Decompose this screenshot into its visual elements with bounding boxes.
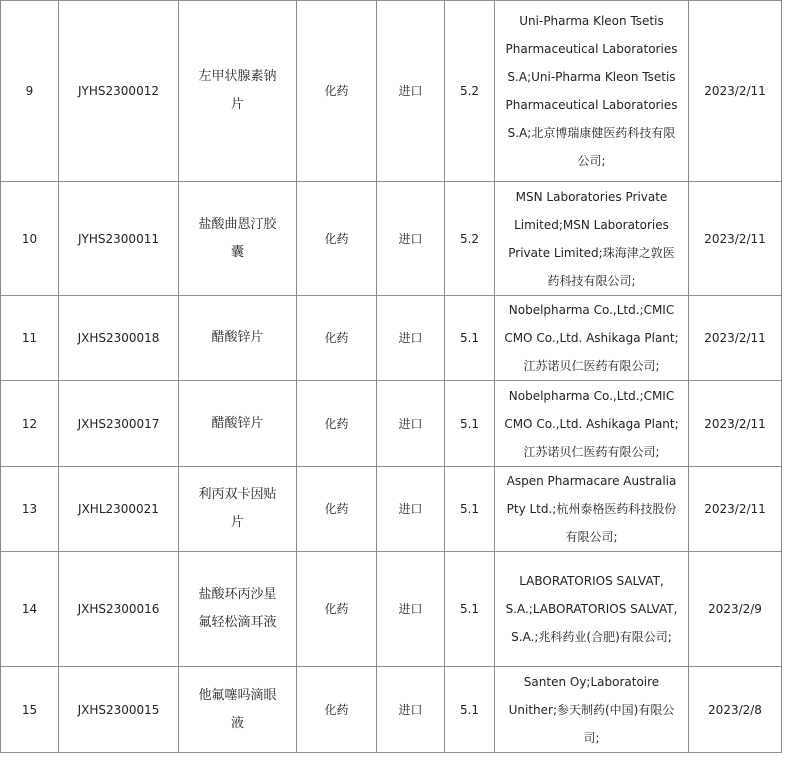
company-cell: Uni-Pharma Kleon Tsetis Pharmaceutical Laboratories S.A;Uni-Pharma Kleon Tsetis Pharmaceutical Laboratories S.A;北京博瑞康健医药科技有限公司; <box>495 1 689 182</box>
row-number-cell: 13 <box>1 467 59 552</box>
date-cell: 2023/2/11 <box>689 381 782 467</box>
registration-class-cell: 5.1 <box>445 296 495 381</box>
application-type-cell: 进口 <box>377 667 445 753</box>
row-number-cell: 12 <box>1 381 59 467</box>
acceptance-code-cell: JXHS2300016 <box>59 552 179 667</box>
date-cell: 2023/2/11 <box>689 1 782 182</box>
table-row <box>1 296 782 381</box>
date-cell: 2023/2/11 <box>689 182 782 296</box>
company-cell: LABORATORIOS SALVAT, S.A.;LABORATORIOS SALVAT, S.A.;兆科药业(合肥)有限公司; <box>495 552 689 667</box>
acceptance-code-cell: JXHS2300017 <box>59 381 179 467</box>
acceptance-code-cell: JXHS2300018 <box>59 296 179 381</box>
row-number-cell: 14 <box>1 552 59 667</box>
company-cell: Aspen Pharmacare Australia Pty Ltd.;杭州泰格医药科技股份有限公司; <box>495 467 689 552</box>
table-row <box>1 182 782 296</box>
drug-name-cell: 他氟噻吗滴眼液 <box>179 667 297 753</box>
acceptance-code-cell: JYHS2300011 <box>59 182 179 296</box>
row-number-cell: 9 <box>1 1 59 182</box>
row-number-cell: 10 <box>1 182 59 296</box>
row-number-cell: 15 <box>1 667 59 753</box>
drug-name-cell: 醋酸锌片 <box>179 381 297 467</box>
table-row <box>1 1 782 182</box>
company-cell: Nobelpharma Co.,Ltd.;CMIC CMO Co.,Ltd. Ashikaga Plant;江苏诺贝仁医药有限公司; <box>495 296 689 381</box>
application-type-cell: 进口 <box>377 182 445 296</box>
registration-class-cell: 5.1 <box>445 552 495 667</box>
application-type-cell: 进口 <box>377 1 445 182</box>
registration-class-cell: 5.1 <box>445 667 495 753</box>
drug-category-cell: 化药 <box>297 1 377 182</box>
table-row <box>1 667 782 753</box>
company-cell: MSN Laboratories Private Limited;MSN Laboratories Private Limited;珠海津之敦医药科技有限公司; <box>495 182 689 296</box>
table-row <box>1 467 782 552</box>
drug-name-cell: 盐酸曲恩汀胶囊 <box>179 182 297 296</box>
application-type-cell: 进口 <box>377 381 445 467</box>
drug-name-cell: 盐酸环丙沙星氟轻松滴耳液 <box>179 552 297 667</box>
acceptance-code-cell: JXHL2300021 <box>59 467 179 552</box>
drug-category-cell: 化药 <box>297 182 377 296</box>
drug-category-cell: 化药 <box>297 296 377 381</box>
company-cell: Santen Oy;Laboratoire Unither;参天制药(中国)有限公司; <box>495 667 689 753</box>
date-cell: 2023/2/11 <box>689 467 782 552</box>
drug-category-cell: 化药 <box>297 552 377 667</box>
company-cell: Nobelpharma Co.,Ltd.;CMIC CMO Co.,Ltd. Ashikaga Plant;江苏诺贝仁医药有限公司; <box>495 381 689 467</box>
table-row <box>1 381 782 467</box>
date-cell: 2023/2/11 <box>689 296 782 381</box>
date-cell: 2023/2/9 <box>689 552 782 667</box>
registration-class-cell: 5.1 <box>445 467 495 552</box>
acceptance-code-cell: JXHS2300015 <box>59 667 179 753</box>
registration-class-cell: 5.2 <box>445 182 495 296</box>
drug-name-cell: 醋酸锌片 <box>179 296 297 381</box>
application-type-cell: 进口 <box>377 552 445 667</box>
application-type-cell: 进口 <box>377 467 445 552</box>
drug-name-cell: 左甲状腺素钠片 <box>179 1 297 182</box>
drug-category-cell: 化药 <box>297 667 377 753</box>
drug-name-cell: 利丙双卡因贴片 <box>179 467 297 552</box>
table-row <box>1 552 782 667</box>
drug-category-cell: 化药 <box>297 381 377 467</box>
row-number-cell: 11 <box>1 296 59 381</box>
registration-class-cell: 5.2 <box>445 1 495 182</box>
date-cell: 2023/2/8 <box>689 667 782 753</box>
registration-class-cell: 5.1 <box>445 381 495 467</box>
application-type-cell: 进口 <box>377 296 445 381</box>
drug-category-cell: 化药 <box>297 467 377 552</box>
acceptance-code-cell: JYHS2300012 <box>59 1 179 182</box>
